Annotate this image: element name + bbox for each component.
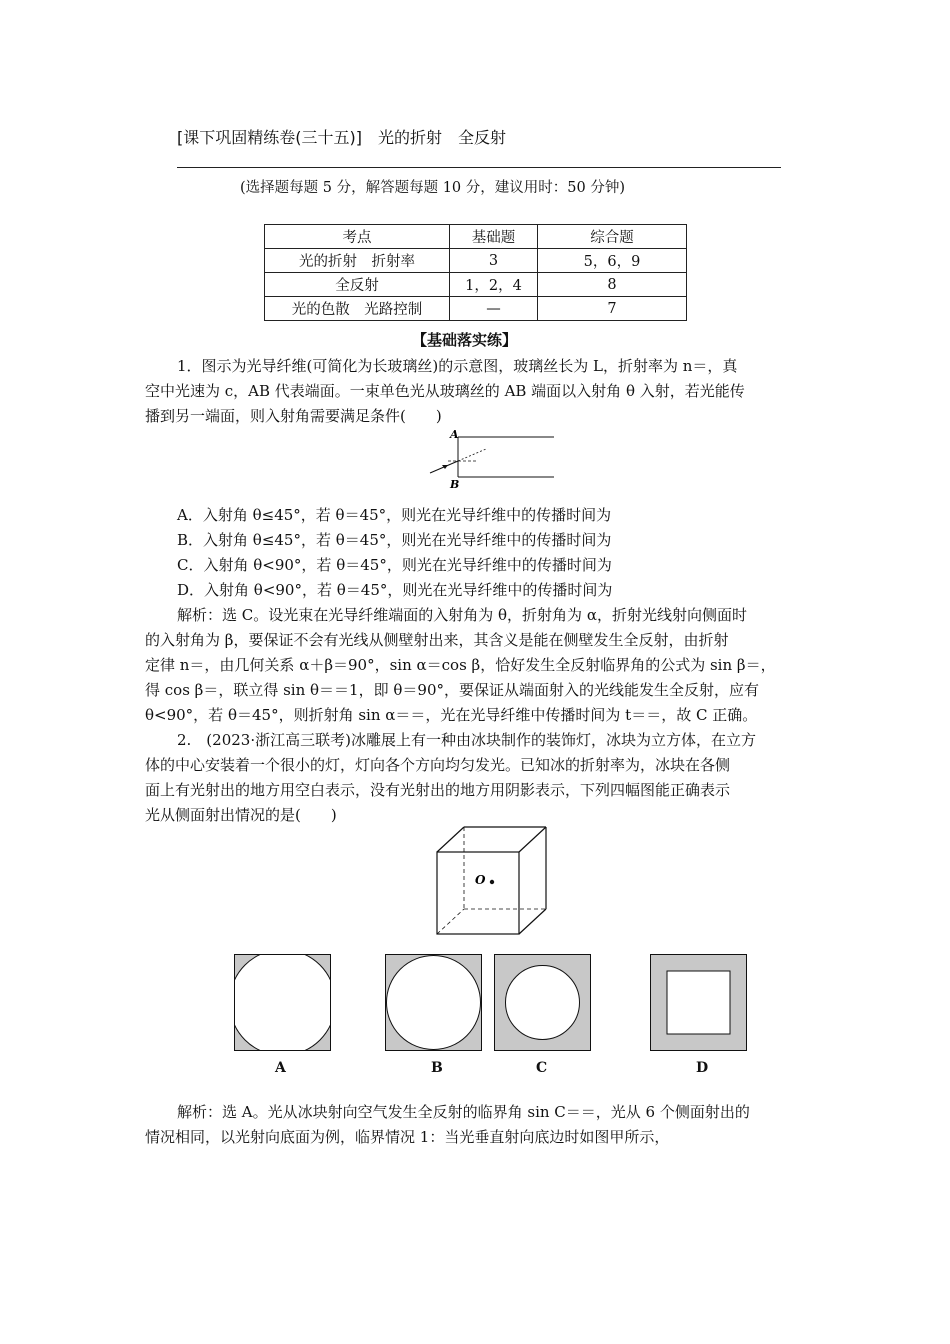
q1-line: 1．图示为光导纤维(可简化为长玻璃丝)的示意图，玻璃丝长为 L，折射率为 n＝，真 [177, 357, 738, 375]
q1-option-a: A．入射角 θ≤45°，若 θ＝45°，则光在光导纤维中的传播时间为 [177, 506, 612, 524]
table-cell: 8 [538, 273, 687, 297]
label-a: A [450, 428, 459, 441]
cube-center-label: O [475, 873, 486, 887]
q1-option-d: D．入射角 θ<90°，若 θ＝45°，则光在光导纤维中的传播时间为 [177, 581, 613, 599]
table-header: 基础题 [450, 225, 538, 249]
q2-line: 体的中心安装着一个很小的灯，灯向各个方向均匀发光。已知冰的折射率为，冰块在各侧 [145, 756, 731, 774]
option-d-label: D [696, 1060, 709, 1076]
label-b: B [450, 478, 460, 491]
table-header: 考点 [265, 225, 450, 249]
table-header: 综合题 [538, 225, 687, 249]
table-row [265, 297, 687, 321]
scoring-note: (选择题每题 5 分，解答题每题 10 分，建议用时：50 分钟) [240, 180, 625, 196]
table-cell: 1，2，4 [450, 273, 538, 297]
table-cell: 全反射 [265, 273, 450, 297]
topic-table [264, 224, 687, 321]
page-title: [课下巩固精练卷(三十五)] 光的折射 全反射 [177, 128, 506, 147]
cube-figure [434, 824, 552, 938]
q1-option-c: C．入射角 θ<90°，若 θ＝45°，则光在光导纤维中的传播时间为 [177, 556, 612, 574]
q2-line: 光从侧面射出情况的是( ) [145, 806, 337, 824]
option-b-figure [385, 954, 482, 1051]
q1-solution-line: 得 cos β＝，联立得 sin θ＝＝1，即 θ＝90°，要保证从端面射入的光线能发生全反射，应有 [145, 681, 759, 699]
table-cell: — [450, 297, 538, 321]
option-d-figure [650, 954, 747, 1051]
option-b-label: B [431, 1060, 443, 1076]
option-c-label: C [536, 1060, 548, 1076]
q1-line: 播到另一端面，则入射角需要满足条件( ) [145, 407, 442, 425]
q1-solution-line: 定律 n＝，由几何关系 α＋β＝90°，sin α＝cos β，恰好发生全反射临界角的公式为 sin β＝， [145, 656, 776, 674]
fiber-figure [426, 425, 566, 491]
section-title: 【基础落实练】 [412, 331, 518, 349]
q1-option-b: B．入射角 θ≤45°，若 θ＝45°，则光在光导纤维中的传播时间为 [177, 531, 612, 549]
q1-solution-line: 的入射角为 β，要保证不会有光线从侧壁射出来，其含义是能在侧壁发生全反射，由折射 [145, 631, 729, 649]
q1-solution-line: θ<90°，若 θ＝45°，则折射角 sin α＝＝，光在光导纤维中传播时间为 t＝＝，故 C 正确。 [145, 706, 758, 724]
table-header-row [265, 225, 687, 249]
table-cell: 7 [538, 297, 687, 321]
q1-solution-line: 解析：选 C。设光束在光导纤维端面的入射角为 θ，折射角为 α，折射光线射向侧面时 [177, 606, 747, 624]
q2-line: 面上有光射出的地方用空白表示，没有光射出的地方用阴影表示，下列四幅图能正确表示 [145, 781, 731, 799]
table-cell: 3 [450, 249, 538, 273]
table-row [265, 273, 687, 297]
q1-line: 空中光速为 c，AB 代表端面。一束单色光从玻璃丝的 AB 端面以入射角 θ 入射，若光能传 [145, 382, 745, 400]
q2-line: 2. (2023·浙江高三联考)冰雕展上有一种由冰块制作的装饰灯，冰块为立方体，在立方 [177, 731, 756, 749]
table-row [265, 249, 687, 273]
q2-solution-line: 解析：选 A。光从冰块射向空气发生全反射的临界角 sin C＝＝，光从 6 个侧面射出的 [177, 1103, 750, 1121]
q2-solution-line: 情况相同，以光射向底面为例，临界情况 1：当光垂直射向底边时如图甲所示， [145, 1128, 670, 1146]
option-a-figure [234, 954, 331, 1051]
table-cell: 光的折射 折射率 [265, 249, 450, 273]
title-rule [177, 167, 781, 168]
table-cell: 5，6，9 [538, 249, 687, 273]
option-a-label: A [275, 1060, 286, 1076]
option-c-figure [494, 954, 591, 1051]
table-cell: 光的色散 光路控制 [265, 297, 450, 321]
